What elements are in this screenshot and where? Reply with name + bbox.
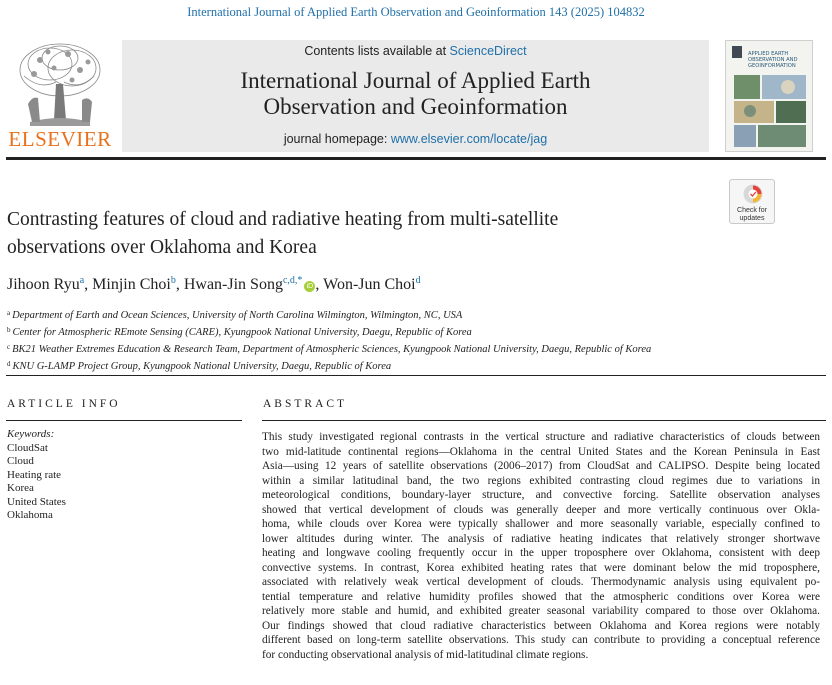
affiliation-marker: a	[7, 309, 11, 317]
check-updates-icon	[743, 184, 763, 204]
abstract-line: two mid-latitude continental regions—Oklahoma in the central United States and the Korean Peninsula in East	[262, 445, 820, 458]
keyword-item: United States	[7, 495, 66, 508]
abstract-line: lower altitudes during winter. The analysis of radiative heating indicates that relatively stronger shortwave	[262, 532, 820, 545]
keyword-item: Heating rate	[7, 468, 62, 481]
homepage-line	[122, 132, 709, 146]
author-affiliation-link[interactable]: b	[170, 275, 176, 286]
abstract-rule	[262, 420, 826, 421]
author-name[interactable]: Minjin Choi	[92, 276, 171, 293]
journal-title-line-1: International Journal of Applied Earth	[240, 68, 591, 93]
abstract-line: heating and longwave cooling frequently occur in the upper troposphere over Oklahoma, consistent with deep	[262, 547, 820, 559]
article-info-heading: ARTICLE INFO	[7, 398, 121, 410]
check-updates-line-1: Check for	[737, 207, 767, 214]
article-title-line-2: observations over Oklahoma and Korea	[7, 237, 317, 258]
journal-title[interactable]	[122, 68, 709, 120]
section-rule	[6, 375, 826, 376]
author-name[interactable]: Hwan-Jin Song	[183, 276, 283, 293]
keyword-item: Korea	[7, 482, 34, 494]
elsevier-wordmark: ELSEVIER	[8, 127, 112, 151]
affiliation-item	[7, 340, 827, 357]
author-name[interactable]: Jihoon Ryu	[7, 276, 80, 293]
abstract-line: Asia—using 12 years of satellite observations (2006–2017) from CloudSat and CALIPSO. Despite being located	[262, 460, 820, 472]
keywords-block	[7, 428, 237, 523]
keywords-label: Keywords:	[7, 428, 55, 440]
elsevier-tree-icon	[10, 40, 108, 128]
check-for-updates-button[interactable]	[729, 179, 775, 224]
author-affiliation-link[interactable]: a	[79, 275, 85, 286]
abstract-line: different based on long-term satellite observations. This study can contribute to providing a conceptual reference	[262, 634, 820, 646]
affiliation-item	[7, 306, 827, 323]
article-title	[7, 206, 727, 262]
affiliation-text: Center for Atmospheric REmote Sensing (CARE), Kyungpook National University, Daegu, Republic of Korea	[12, 327, 472, 338]
orcid-icon[interactable]: iD	[304, 281, 315, 292]
abstract-line: meteorological conditions, boundary-layer structure, and convective forcing. Satellite observation analyses	[262, 489, 820, 501]
check-updates-line-2: updates	[739, 215, 765, 222]
abstract-line: within a similar latitudinal band, the two regions exhibited contrasting cloud regimes due to variations in	[262, 474, 820, 487]
abstract-line: convective systems. In contrast, Korea exhibited heating rates that were dominant below the mid troposphere,	[262, 561, 820, 574]
abstract-line: for conducting observational analysis of mid-latitudinal climate regions.	[262, 648, 589, 661]
cover-title-2: OBSERVATION AND	[748, 57, 798, 63]
affiliation-marker: d	[7, 360, 11, 368]
keyword-item: Oklahoma	[7, 509, 53, 521]
author-list: Jihoon Ryu$^a$, Minjin Choi$^b$, Hwan-Jin Song$^{c,d,*}$iD , Won-Jun Choi$^d$	[7, 275, 421, 293]
check-updates-text	[730, 207, 774, 223]
contents-prefix: Contents lists available at	[304, 44, 450, 58]
affiliation-list	[7, 306, 827, 374]
affiliation-item	[7, 323, 827, 340]
elsevier-logo[interactable]	[6, 40, 114, 152]
abstract-line: Our findings showed that cloud radiative characteristics between Oklahoma and Korea regions were notably	[262, 619, 820, 632]
contents-line	[122, 44, 709, 58]
affiliation-text: KNU G-LAMP Project Group, Kyungpook National University, Daegu, Republic of Korea	[12, 361, 392, 372]
keyword-item: CloudSat	[7, 441, 48, 454]
header-rule	[6, 157, 826, 160]
journal-title-line-2: Observation and Geoinformation	[263, 94, 568, 119]
journal-band	[122, 40, 709, 152]
author-name[interactable]: Won-Jun Choi	[323, 276, 416, 293]
article-info-rule	[6, 420, 242, 421]
affiliation-text: Department of Earth and Ocean Sciences, University of North Carolina Wilmington, Wilmington, NC, USA	[12, 310, 463, 321]
article-title-line-1: Contrasting features of cloud and radiative heating from multi-satellite	[7, 209, 559, 230]
abstract-heading: ABSTRACT	[263, 398, 348, 410]
affiliation-text: BK21 Weather Extremes Education & Research Team, Department of Atmospheric Sciences, Kyungpook National University, Daegu, Republic of Korea	[12, 344, 652, 355]
abstract-line: showed that vertical development of clouds was generally deeper and more vertically continuous over Okla-	[262, 503, 820, 516]
abstract-line: tential temperature and relative humidity profiles showed that the atmospheric conditions over Korea were	[262, 590, 820, 603]
affiliation-marker: b	[7, 326, 11, 334]
affiliation-item	[7, 357, 827, 374]
cover-image-icon	[726, 41, 813, 152]
journal-homepage-link[interactable]: www.elsevier.com/locate/jag	[390, 132, 548, 146]
author-affiliation-link[interactable]: c,d,*	[282, 275, 303, 286]
masthead	[6, 40, 826, 152]
keyword-item: Cloud	[7, 455, 34, 467]
author-affiliation-link[interactable]: d	[415, 275, 421, 286]
sciencedirect-link[interactable]: ScienceDirect	[449, 44, 527, 58]
abstract-line: relatively more stable and humid, and exhibited greater seasonal variability compared to those over Oklahoma.	[262, 605, 820, 617]
homepage-prefix: journal homepage:	[283, 132, 391, 146]
abstract-line: associated with relatively weak vertical development of clouds. Thermodynamic analysis using equivalent po-	[262, 576, 820, 588]
journal-cover-thumbnail[interactable]	[725, 40, 813, 152]
affiliation-marker: c	[7, 343, 11, 351]
abstract-line: homa, while clouds over Korea were typically shallower and more seasonally variable, especially confined to	[262, 518, 820, 530]
journal-citation-link[interactable]: International Journal of Applied Earth Observation and Geoinformation 143 (2025) 104832	[187, 5, 645, 19]
abstract-body	[262, 430, 820, 662]
cover-title-1: APPLIED EARTH	[748, 51, 789, 57]
cover-title-3: GEOINFORMATION	[748, 63, 796, 69]
abstract-line: This study investigated regional contrasts in the vertical structure and radiative characteristics of clouds between	[262, 431, 820, 443]
